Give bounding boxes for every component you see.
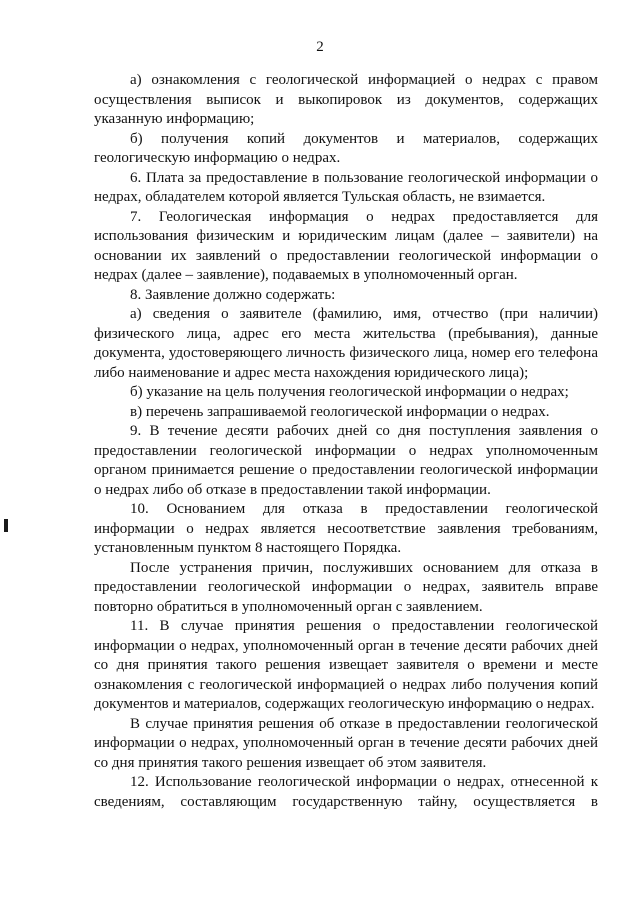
paragraph-item-a-familiarization: а) ознакомления с геологической информацией о недрах с правом осуществления выписок и выкопировок из документов, содержащих указанную информацию;	[94, 72, 598, 127]
paragraph-8a-applicant-info: а) сведения о заявителе (фамилию, имя, отчество (при наличии) физического лица, адрес его места жительства (пребывания), данные документа, удостоверяющего личность физического лица, номер его телефона либо наименование и адрес места нахождения юридического лица);	[94, 306, 598, 381]
paragraph-6-fee: 6. Плата за предоставление в пользование геологической информации о недрах, обладателем которой является Тульская область, не взимается.	[94, 169, 598, 205]
paragraph-11-refusal-notification: В случае принятия решения об отказе в предоставлении геологической информации о недрах, уполномоченный орган в течение десяти рабочих дней со дня принятия такого решения извещает об этом заявителя.	[94, 715, 598, 771]
paragraph-12-secret-info: 12. Использование геологической информации о недрах, отнесенной к сведениям, составляющим государственную тайну, осуществляется в	[94, 774, 598, 810]
paragraph-10-reapply: После устранения причин, послуживших основанием для отказа в предоставлении геологической информации о недрах, заявитель вправе повторно обратиться в уполномоченный орган с заявлением.	[94, 559, 598, 615]
paragraph-10-refusal-grounds: 10. Основанием для отказа в предоставлении геологической информации о недрах является несоответствие заявления требованиям, установленным пунктом 8 настоящего Порядка.	[94, 501, 598, 556]
document-body	[94, 71, 598, 812]
paragraph-7-provision: 7. Геологическая информация о недрах предоставляется для использования физическим и юридическим лицам (далее – заявители) на основании их заявлений о предоставлении геологической информации о недрах (далее – заявление), подаваемых в уполномоченный орган.	[94, 208, 598, 283]
paragraph-8-application-content: 8. Заявление должно содержать:	[130, 286, 336, 303]
page-number: 2	[316, 39, 324, 55]
paragraph-9-decision-term: 9. В течение десяти рабочих дней со дня поступления заявления о предоставлении геологической информации о недрах уполномоченным органом принимается решение о предоставлении геологической информации о недрах либо об отказе в предоставлении такой информации.	[94, 423, 598, 498]
scan-artifact-mark	[4, 519, 8, 532]
paragraph-8c-list: в) перечень запрашиваемой геологической информации о недрах.	[130, 403, 550, 420]
paragraph-item-b-copies: б) получения копий документов и материалов, содержащих геологическую информацию о недрах.	[94, 130, 598, 166]
paragraph-11-notification: 11. В случае принятия решения о предоставлении геологической информации о недрах, уполномоченный орган в течение десяти рабочих дней со дня принятия такого решения извещает заявителя о времени и месте ознакомления с геологической информацией о недрах либо получения копий документов и материалов, содержащих геологическую информацию о недрах.	[94, 618, 598, 712]
paragraph-8b-purpose: б) указание на цель получения геологической информации о недрах;	[130, 384, 569, 400]
